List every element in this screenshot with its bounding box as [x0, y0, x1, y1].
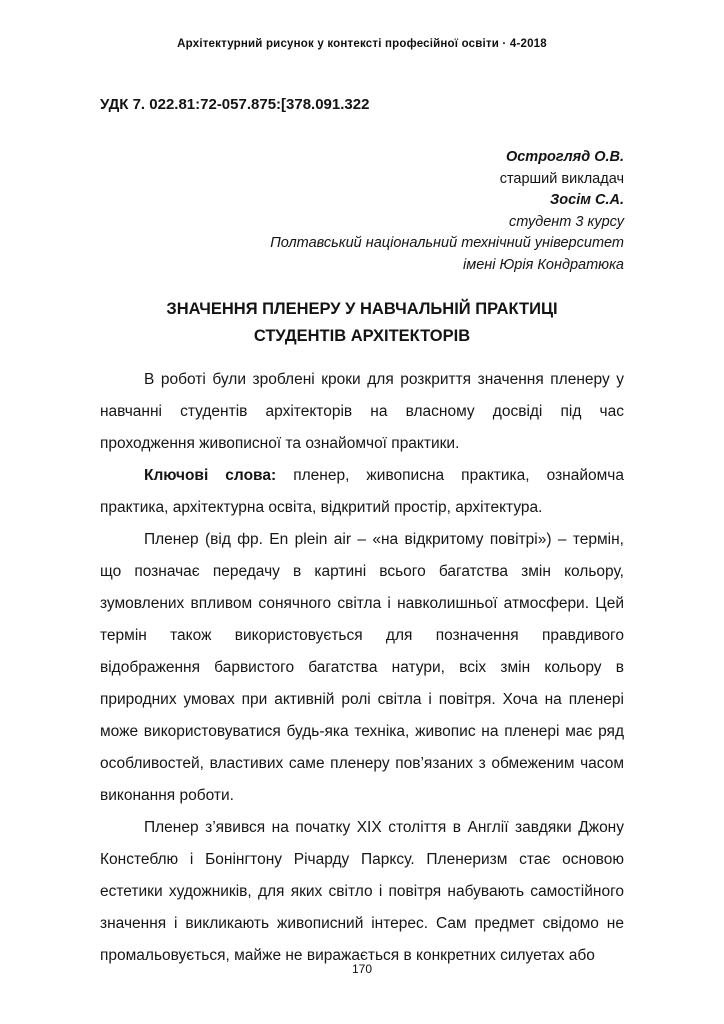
paragraph-text: пленер, живописна практика, ознайомча практика, архітектурна освіта, відкритий простір, архітектура. [100, 467, 624, 516]
running-header: Архітектурний рисунок у контексті професійної освіти · 4-2018 [177, 38, 547, 50]
article-title-line-2: СТУДЕНТІВ АРХІТЕКТОРІВ [253, 327, 471, 345]
paragraph-text: В роботі були зроблені кроки для розкриття значення пленеру у навчанні студентів архітекторів на власному досвіді під час проходження живописної та ознайомчої практики. [100, 371, 624, 452]
paragraph-keywords [100, 460, 624, 524]
author-role-1: старший викладач [499, 170, 624, 187]
keywords-label: Ключові слова: [144, 467, 277, 484]
affiliation-line-2: імені Юрія Кондратюка [463, 256, 624, 273]
paragraph-text: Пленер з’явився на початку XIX століття в Англії завдяки Джону Констеблю і Бонінгтону Річарду Парксу. Пленеризм стає основою естетики художників, для яких світло і повітря набувають самостійного значення і викликають живописний інтерес. Сам предмет свідомо не промальовується, майже не виражається в конкретних силуетах або [100, 819, 624, 964]
article-title-line-1: ЗНАЧЕННЯ ПЛЕНЕРУ У НАВЧАЛЬНІЙ ПРАКТИЦІ [166, 300, 558, 318]
paragraph-text: Пленер (від фр. En plein air – «на відкритому повітрі») – термін, що позначає передачу в картині всього багатства змін кольору, зумовлених впливом сонячного світла і навколишньої атмосфери. Цей термін також використовується для позначення правдивого відображення барвистого багатства натури, всіх змін кольору в природних умовах при активній ролі світла і повітря. Хоча на пленері може використовуватися будь-яка техніка, живопис на пленері має ряд особливостей, властивих саме пленеру пов’язаних з обмеженим часом виконання роботи. [100, 531, 624, 804]
author-role-2: студент 3 курсу [508, 213, 624, 230]
paragraph-abstract [100, 364, 624, 460]
affiliation-line-1: Полтавський національний технічний університет [270, 235, 624, 251]
article-body [100, 364, 624, 972]
page-content [100, 96, 624, 972]
paragraph-plein-air-history [100, 812, 624, 972]
page-number: 170 [351, 962, 373, 976]
paragraph-plein-air-definition [100, 524, 624, 812]
author-block [100, 147, 624, 276]
udc-code: УДК 7. 022.81:72-057.875:[378.091.322 [100, 96, 370, 113]
article-title [100, 296, 624, 350]
author-name-2: Зосім С.А. [549, 192, 624, 208]
author-name-1: Острогляд О.В. [505, 149, 624, 165]
